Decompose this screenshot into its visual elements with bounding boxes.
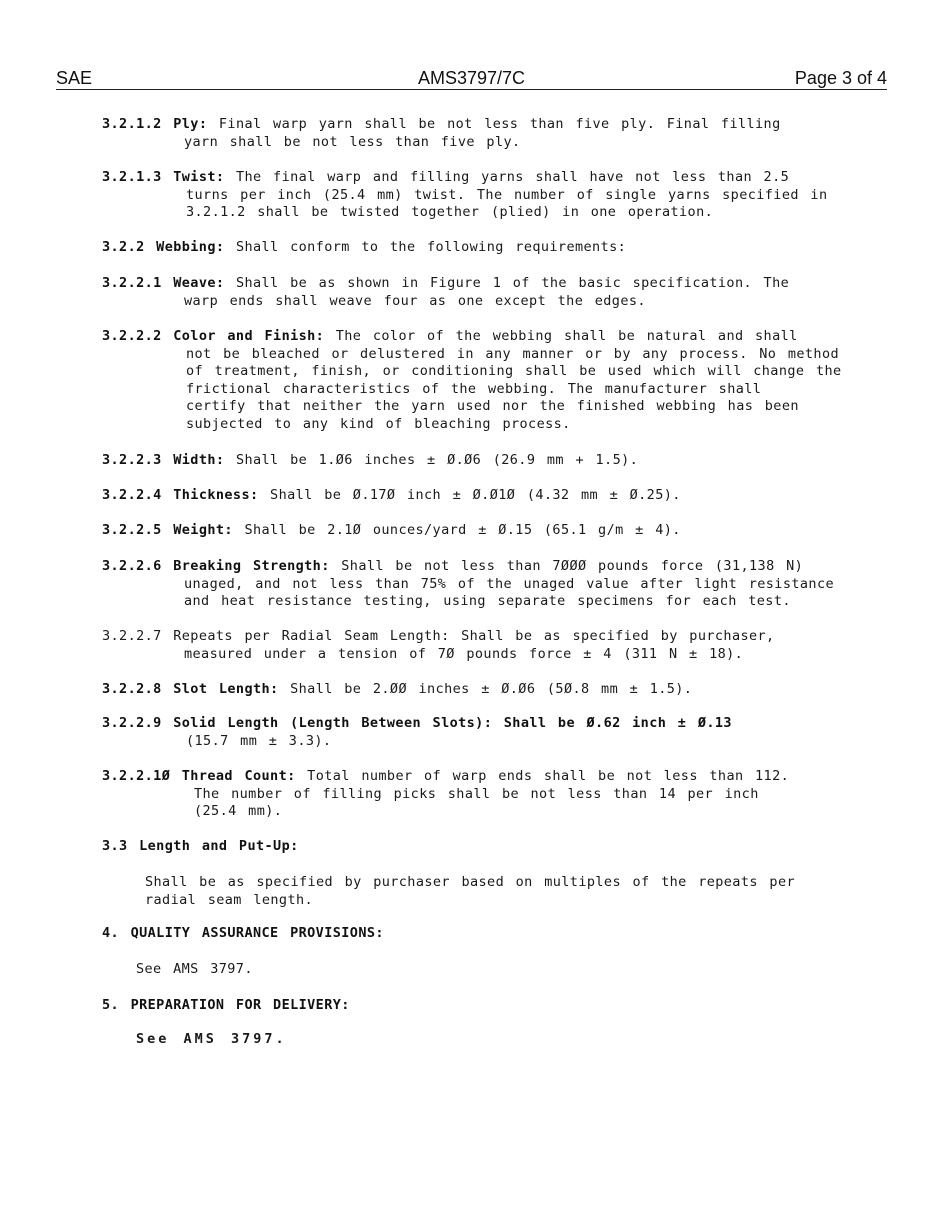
section-3-2-1-3-twist (102, 169, 862, 222)
section-3-2-2-7-repeats-per-radial-seam-length (102, 628, 862, 663)
section-text-line: Shall be Ø.17Ø inch ± Ø.Ø1Ø (4.32 mm ± Ø.25). (270, 487, 681, 503)
section-text-line: The number of filling picks shall be not less than 14 per inch (194, 785, 759, 802)
section-text-line: Shall be as shown in Figure 1 of the basic specification. The (235, 275, 790, 291)
section-number: 3.2.2.3 (102, 452, 162, 468)
section-number: 3.2.2.6 (102, 558, 162, 574)
section-number: 4. (102, 925, 120, 941)
section-text-line: and heat resistance testing, using separate specimens for each test. (184, 593, 791, 610)
section-text-line: The final warp and filling yarns shall have not less than 2.5 (235, 169, 790, 185)
section-text-line: Shall be 1.Ø6 inches ± Ø.Ø6 (26.9 mm + 1.5). (235, 452, 639, 468)
section-text-line: See AMS 3797. (136, 961, 253, 977)
section-title: Weave: (173, 275, 225, 291)
section-3-3-length-and-put-up (102, 838, 862, 856)
section-text-line: Shall conform to the following requirements: (235, 239, 627, 255)
header-document-number: AMS3797/7C (417, 68, 526, 88)
section-number: 3.2.2.7 (102, 628, 162, 644)
section-4-quality-assurance-provisions (102, 925, 862, 943)
section-text-line: radial seam length. (145, 891, 314, 908)
section-3-2-1-2-ply (102, 116, 862, 151)
section-text-line: The color of the webbing shall be natural and shall (335, 328, 798, 344)
section-text-line: Shall be as specified by purchaser based on multiples of the repeats per (145, 874, 795, 890)
section-3-2-2-1-weave (102, 275, 862, 310)
section-3-2-2-10-thread-count (102, 768, 862, 821)
section-number: 3.2.1.3 (102, 169, 162, 185)
section-number: 5. (102, 997, 120, 1013)
section-text-line: Total number of warp ends shall be not less than 112. (307, 768, 790, 784)
section-3-2-2-3-width (102, 452, 862, 470)
section-text-line: frictional characteristics of the webbing. The manufacturer shall (186, 380, 762, 397)
section-text-line: measured under a tension of 7Ø pounds force ± 4 (311 N ± 18). (184, 645, 744, 662)
section-text-line: subjected to any kind of bleaching process. (186, 415, 571, 432)
section-3-2-2-2-color-and-finish (102, 328, 862, 434)
section-text-line: yarn shall be not less than five ply. (184, 133, 521, 150)
section-title: Thread Count: (181, 768, 296, 784)
page-header (56, 67, 887, 90)
header-page-number: Page 3 of 4 (794, 68, 887, 88)
section-title: Breaking Strength: (173, 558, 330, 574)
section-text-line: warp ends shall weave four as one except the edges. (184, 292, 646, 309)
section-title: Weight: (173, 522, 233, 538)
section-number: 3.2.2.1Ø (102, 768, 171, 784)
section-5-preparation-for-delivery (102, 997, 862, 1015)
section-3-2-2-webbing (102, 239, 862, 257)
section-text-line: (15.7 mm ± 3.3). (186, 732, 332, 749)
section-number: 3.2.2.5 (102, 522, 162, 538)
section-text-line: Final warp yarn shall be not less than five ply. Final filling (218, 116, 781, 132)
section-3-2-2-9-solid-length (102, 715, 862, 750)
section-text-line: certify that neither the yarn used nor the finished webbing has been (186, 398, 799, 415)
section-4-body (136, 961, 253, 979)
section-5-body (136, 1031, 287, 1049)
section-title: Solid Length (Length Between Slots): Shall be Ø.62 inch ± Ø.13 (173, 715, 732, 731)
section-text-line: Shall be 2.ØØ inches ± Ø.Ø6 (5Ø.8 mm ± 1.5). (290, 681, 693, 697)
section-3-3-body (145, 874, 865, 909)
section-text-line: Shall be not less than 7ØØØ pounds force (31,138 N) (341, 558, 804, 574)
section-number: 3.2.2.1 (102, 275, 162, 291)
section-number: 3.2.2.2 (102, 328, 162, 344)
section-text-line: (25.4 mm). (194, 803, 283, 820)
section-text-line: 3.2.1.2 shall be twisted together (plied) in one operation. (186, 204, 714, 221)
section-3-2-2-5-weight (102, 522, 862, 540)
section-title: Thickness: (173, 487, 259, 503)
section-text-line: not be bleached or delustered in any manner or by any process. No method (186, 345, 839, 362)
section-text-line: of treatment, finish, or conditioning shall be used which will change the (186, 363, 842, 380)
section-text-line: Repeats per Radial Seam Length: Shall be as specified by purchaser, (173, 628, 775, 644)
section-number: 3.2.1.2 (102, 116, 162, 132)
section-3-2-2-8-slot-length (102, 681, 862, 699)
section-title: Twist: (173, 169, 225, 185)
section-text-line: Shall be 2.1Ø ounces/yard ± Ø.15 (65.1 g/m ± 4). (244, 522, 681, 538)
section-number: 3.2.2.9 (102, 715, 162, 731)
section-title: Color and Finish: (173, 328, 325, 344)
section-3-2-2-6-breaking-strength (102, 558, 862, 611)
section-title: Width: (173, 452, 225, 468)
section-title: Ply: (173, 116, 208, 132)
section-number: 3.3 (102, 838, 128, 854)
section-number: 3.2.2.4 (102, 487, 162, 503)
header-org: SAE (56, 68, 93, 88)
section-number: 3.2.2 (102, 239, 145, 255)
section-text-line: See AMS 3797. (136, 1031, 287, 1047)
section-text-line: turns per inch (25.4 mm) twist. The number of single yarns specified in (186, 186, 828, 203)
section-3-2-2-4-thickness (102, 487, 862, 505)
section-title: Length and Put-Up: (139, 838, 299, 854)
section-title: Webbing: (156, 239, 225, 255)
section-title: PREPARATION FOR DELIVERY: (130, 997, 350, 1013)
section-number: 3.2.2.8 (102, 681, 162, 697)
section-title: QUALITY ASSURANCE PROVISIONS: (130, 925, 384, 941)
section-title: Slot Length: (173, 681, 279, 697)
section-text-line: unaged, and not less than 75% of the unaged value after light resistance (184, 575, 834, 592)
